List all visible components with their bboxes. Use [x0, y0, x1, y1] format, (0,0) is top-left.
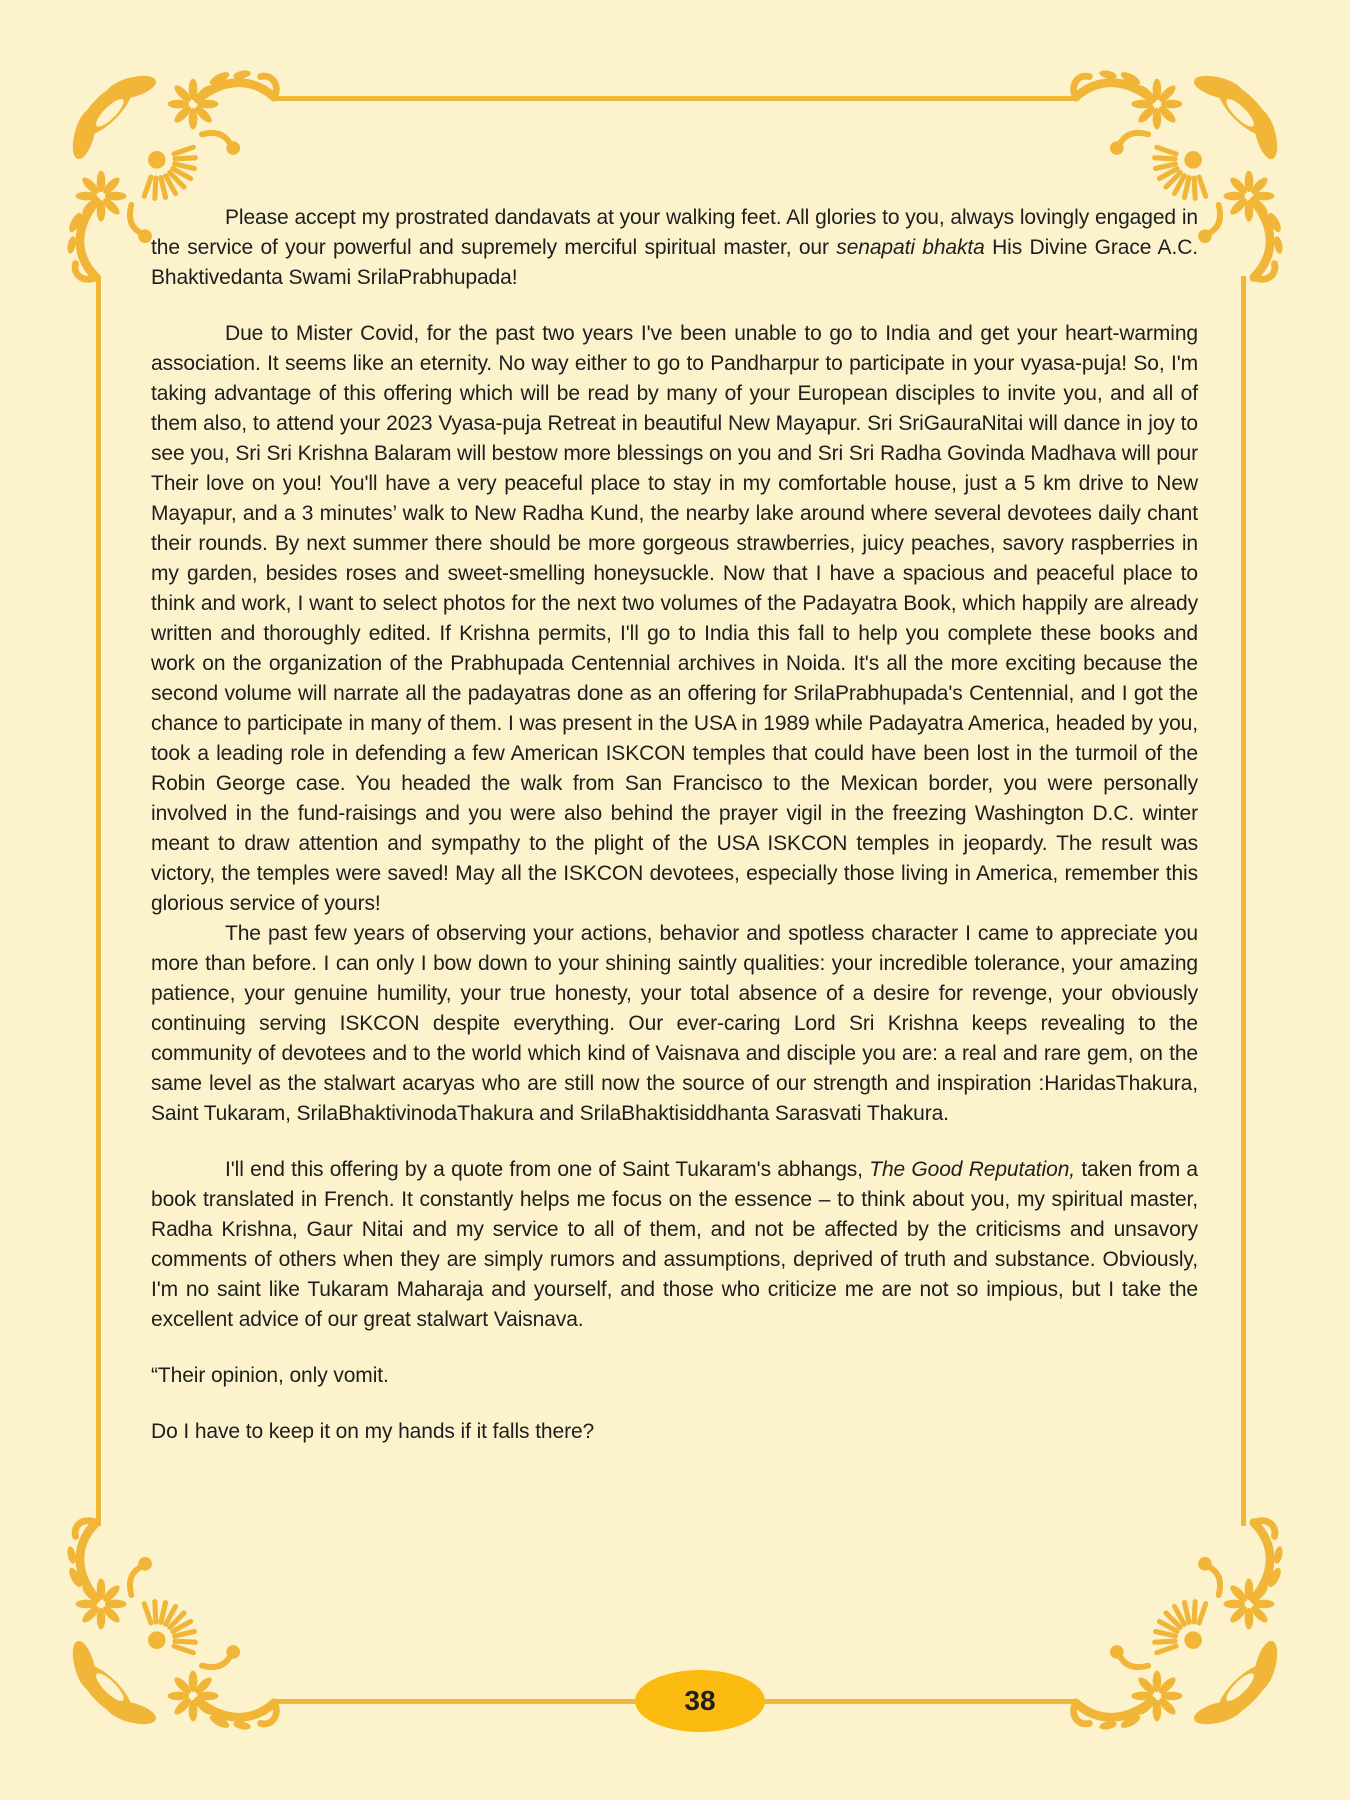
paragraph	[151, 1417, 1198, 1447]
page-number-badge	[635, 1670, 765, 1732]
letter-body	[151, 203, 1198, 1447]
text-run: “Their opinion, only vomit.	[151, 1364, 389, 1387]
paragraph	[151, 919, 1198, 1129]
text-run: Please accept my prostrated dandavats at your walking feet. All glories to you, always lovingly engaged in the service of your powerful and supremely merciful spiritual master, our	[151, 206, 1198, 259]
frame-rule-top	[276, 96, 1074, 101]
text-run: Do I have to keep it on my hands if it falls there?	[151, 1420, 595, 1443]
floral-corner-ornament-bottom-left-icon	[55, 1507, 290, 1742]
paragraph	[151, 1155, 1198, 1335]
frame-rule-left	[96, 276, 101, 1526]
text-run: taken from a book translated in French. It constantly helps me focus on the essence – to think about you, my spiritual master, Radha Krishna, Gaur Nitai and my service to all of them, and not be affected by the criticisms and unsavory comments of others when they are simply rumors and assumptions, deprived of truth and substance. Obviously, I'm no saint like Tukaram Maharaja and yourself, and those who criticize me are not so impious, but I take the excellent advice of our great stalwart Vaisnava.	[151, 1158, 1198, 1331]
paragraph	[151, 319, 1198, 919]
frame-rule-right	[1241, 276, 1246, 1526]
text-run: His Divine Grace A.C. Bhaktivedanta Swami SrilaPrabhupada!	[151, 236, 1198, 289]
paragraph	[151, 1361, 1198, 1391]
paragraph	[151, 203, 1198, 293]
italic-text-run: senapati bhakta	[836, 236, 985, 259]
italic-text-run: The Good Reputation,	[869, 1158, 1076, 1181]
floral-corner-ornament-bottom-right-icon	[1060, 1507, 1295, 1742]
text-run: The past few years of observing your actions, behavior and spotless character I came to appreciate you more than before. I can only I bow down to your shining saintly qualities: your incredible tolerance, your amazing patience, your genuine humility, your true honesty, your total absence of a desire for revenge, your obviously continuing serving ISKCON despite everything. Our ever-caring Lord Sri Krishna keeps revealing to the community of devotees and to the world which kind of Vaisnava and disciple you are: a real and rare gem, on the same level as the stalwart acaryas who are still now the source of our strength and inspiration :HaridasThakura, Saint Tukaram, SrilaBhaktivinodaThakura and SrilaBhaktisiddhanta Sarasvati Thakura.	[151, 922, 1198, 1125]
page-number: 38	[684, 1685, 716, 1716]
text-run: I'll end this offering by a quote from one of Saint Tukaram's abhangs,	[225, 1158, 870, 1181]
text-run: Due to Mister Covid, for the past two years I've been unable to go to India and get your heart-warming association. It seems like an eternity. No way either to go to Pandharpur to participate in your vyasa-puja! So, I'm taking advantage of this offering which will be read by many of your European disciples to invite you, and all of them also, to attend your 2023 Vyasa-puja Retreat in beautiful New Mayapur. Sri SriGauraNitai will dance in joy to see you, Sri Sri Krishna Balaram will bestow more blessings on you and Sri Sri Radha Govinda Madhava will pour Their love on you! You'll have a very peaceful place to stay in my comfortable house, just a 5 km drive to New Mayapur, and a 3 minutes’ walk to New Radha Kund, the nearby lake around where several devotees daily chant their rounds. By next summer there should be more gorgeous strawberries, juicy peaches, savory raspberries in my garden, besides roses and sweet-smelling honeysuckle. Now that I have a spacious and peaceful place to think and work, I want to select photos for the next two volumes of the Padayatra Book, which happily are already written and thoroughly edited. If Krishna permits, I'll go to India this fall to help you complete these books and work on the organization of the Prabhupada Centennial archives in Noida. It's all the more exciting because the second volume will narrate all the padayatras done as an offering for SrilaPrabhupada's Centennial, and I got the chance to participate in many of them. I was present in the USA in 1989 while Padayatra America, headed by you, took a leading role in defending a few American ISKCON temples that could have been lost in the turmoil of the Robin George case. You headed the walk from San Francisco to the Mexican border, you were personally involved in the fund-raisings and you were also behind the prayer vigil in the freezing Washington D.C. winter meant to draw attention and sympathy to the plight of the USA ISKCON temples in jeopardy. The result was victory, the temples were saved! May all the ISKCON devotees, especially those living in America, remember this glorious service of yours!	[151, 322, 1198, 915]
